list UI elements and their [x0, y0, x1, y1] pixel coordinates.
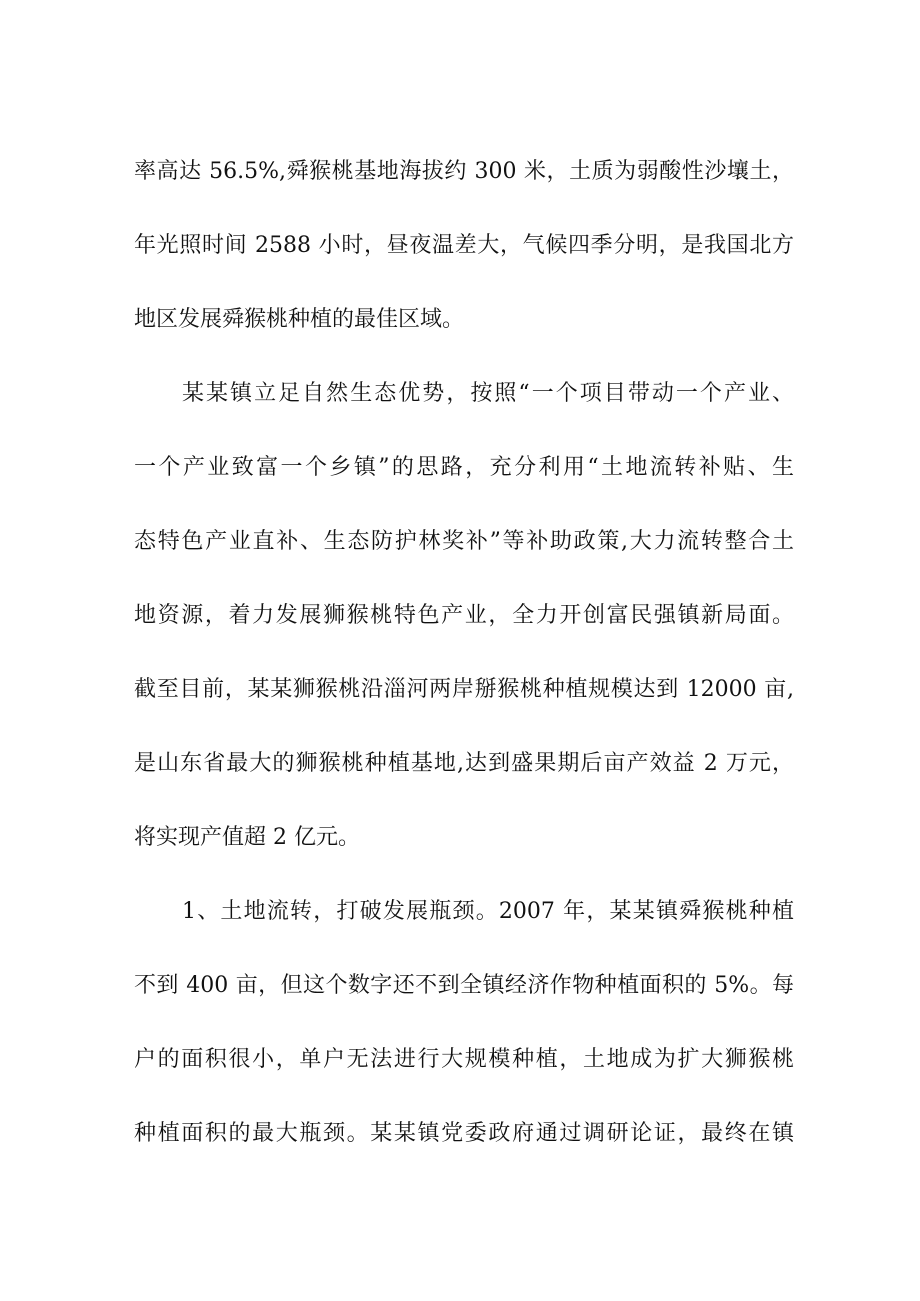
text-line: 截至目前，某某狮猴桃沿淄河两岸掰猴桃种植规模达到 12000 亩, — [134, 677, 794, 702]
text-line: 户的面积很小，单户无法进行大规模种植，土地成为扩大狮猴桃 — [134, 1047, 794, 1072]
text-line: 某某镇立足自然生态优势，按照“一个项目带动一个产业、 — [182, 381, 794, 406]
text-line: 一个产业致富一个乡镇”的思路，充分利用“土地流转补贴、生 — [134, 455, 794, 480]
text-line: 态特色产业直补、生态防护林奖补”等补助政策,大力流转整合土 — [134, 529, 794, 554]
text-line: 率高达 56.5%,舜猴桃基地海拔约 300 米，土质为弱酸性沙壤土， — [134, 159, 794, 184]
text-line: 年光照时间 2588 小时，昼夜温差大，气候四季分明，是我国北方 — [134, 233, 794, 258]
text-line: 是山东省最大的狮猴桃种植基地,达到盛果期后亩产效益 2 万元， — [134, 751, 794, 776]
text-line: 种植面积的最大瓶颈。某某镇党委政府通过调研论证，最终在镇 — [134, 1121, 794, 1146]
text-line: 1、土地流转，打破发展瓶颈。2007 年，某某镇舜猴桃种植 — [182, 899, 794, 924]
text-line: 将实现产值超 2 亿元。 — [134, 825, 360, 850]
text-line: 不到 400 亩，但这个数字还不到全镇经济作物种植面积的 5%。每 — [134, 973, 794, 998]
text-line: 地区发展舜猴桃种植的最佳区域。 — [134, 307, 465, 332]
text-line: 地资源，着力发展狮猴桃特色产业，全力开创富民强镇新局面。 — [134, 603, 794, 628]
